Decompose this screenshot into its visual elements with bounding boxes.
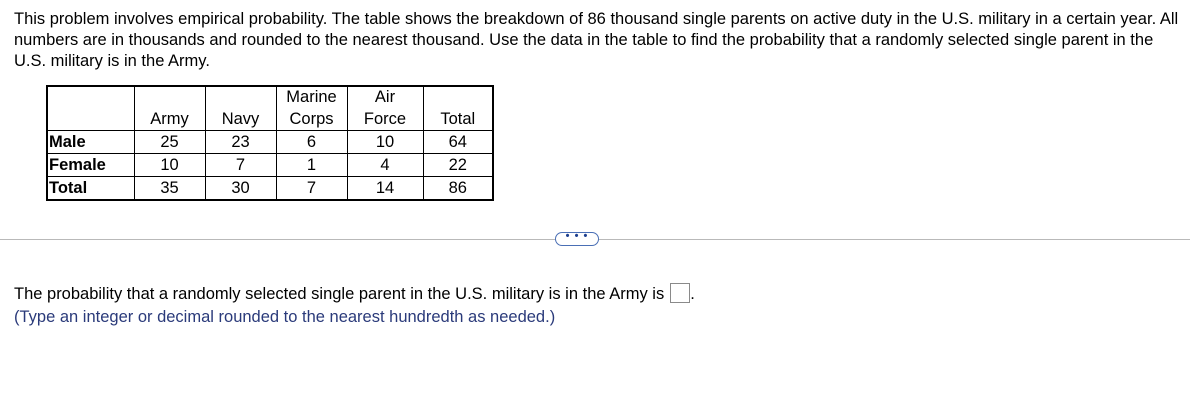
answer-prompt-line [14, 283, 695, 305]
table-cell: 10 [347, 131, 423, 154]
table-cell: 86 [423, 177, 493, 201]
table-header-top-air: Air [347, 86, 423, 108]
table-header-top-marine: Marine [276, 86, 347, 108]
table-header-army: Army [134, 108, 205, 131]
table-header-navy: Navy [205, 108, 276, 131]
answer-prompt: The probability that a randomly selected single parent in the U.S. military is in the Army is [14, 285, 665, 303]
table-header-top-army [134, 86, 205, 108]
table-cell: 10 [134, 154, 205, 177]
table-cell: 7 [276, 177, 347, 201]
table-row-total [47, 177, 493, 201]
table-header-total: Total [423, 108, 493, 131]
table-cell: 35 [134, 177, 205, 201]
table-cell: 14 [347, 177, 423, 201]
row-label-total: Total [47, 177, 134, 201]
table-cell: 30 [205, 177, 276, 201]
table-header-top-total [423, 86, 493, 108]
problem-statement: This problem involves empirical probability. The table shows the breakdown of 86 thousand single parents on active duty in the U.S. military in a certain year. All numbers are in thousands and rounded to the nearest thousand. Use the data in the table to find the probability that a randomly selected single parent in the U.S. military is in the Army. [14, 10, 1179, 70]
row-label-female: Female [47, 154, 134, 177]
table-header-marine-corps: Corps [276, 108, 347, 131]
table-cell: 22 [423, 154, 493, 177]
table-cell: 25 [134, 131, 205, 154]
answer-input-box[interactable] [670, 283, 690, 303]
table-cell: 4 [347, 154, 423, 177]
table-cell: 7 [205, 154, 276, 177]
table-row-female [47, 154, 493, 177]
table-header-top-navy [205, 86, 276, 108]
answer-suffix: . [690, 285, 695, 303]
table-row-male [47, 131, 493, 154]
table-header-corner-bottom [47, 108, 134, 131]
table-header-row-bottom [47, 108, 493, 131]
table-header-row-top [47, 86, 493, 108]
table-header-corner [47, 86, 134, 108]
table-cell: 6 [276, 131, 347, 154]
row-label-male: Male [47, 131, 134, 154]
more-options-button[interactable]: • • • [555, 232, 599, 246]
table-cell: 1 [276, 154, 347, 177]
table-header-air-force: Force [347, 108, 423, 131]
answer-hint: (Type an integer or decimal rounded to the nearest hundredth as needed.) [14, 308, 556, 326]
data-table [46, 85, 494, 201]
table-cell: 64 [423, 131, 493, 154]
table-cell: 23 [205, 131, 276, 154]
